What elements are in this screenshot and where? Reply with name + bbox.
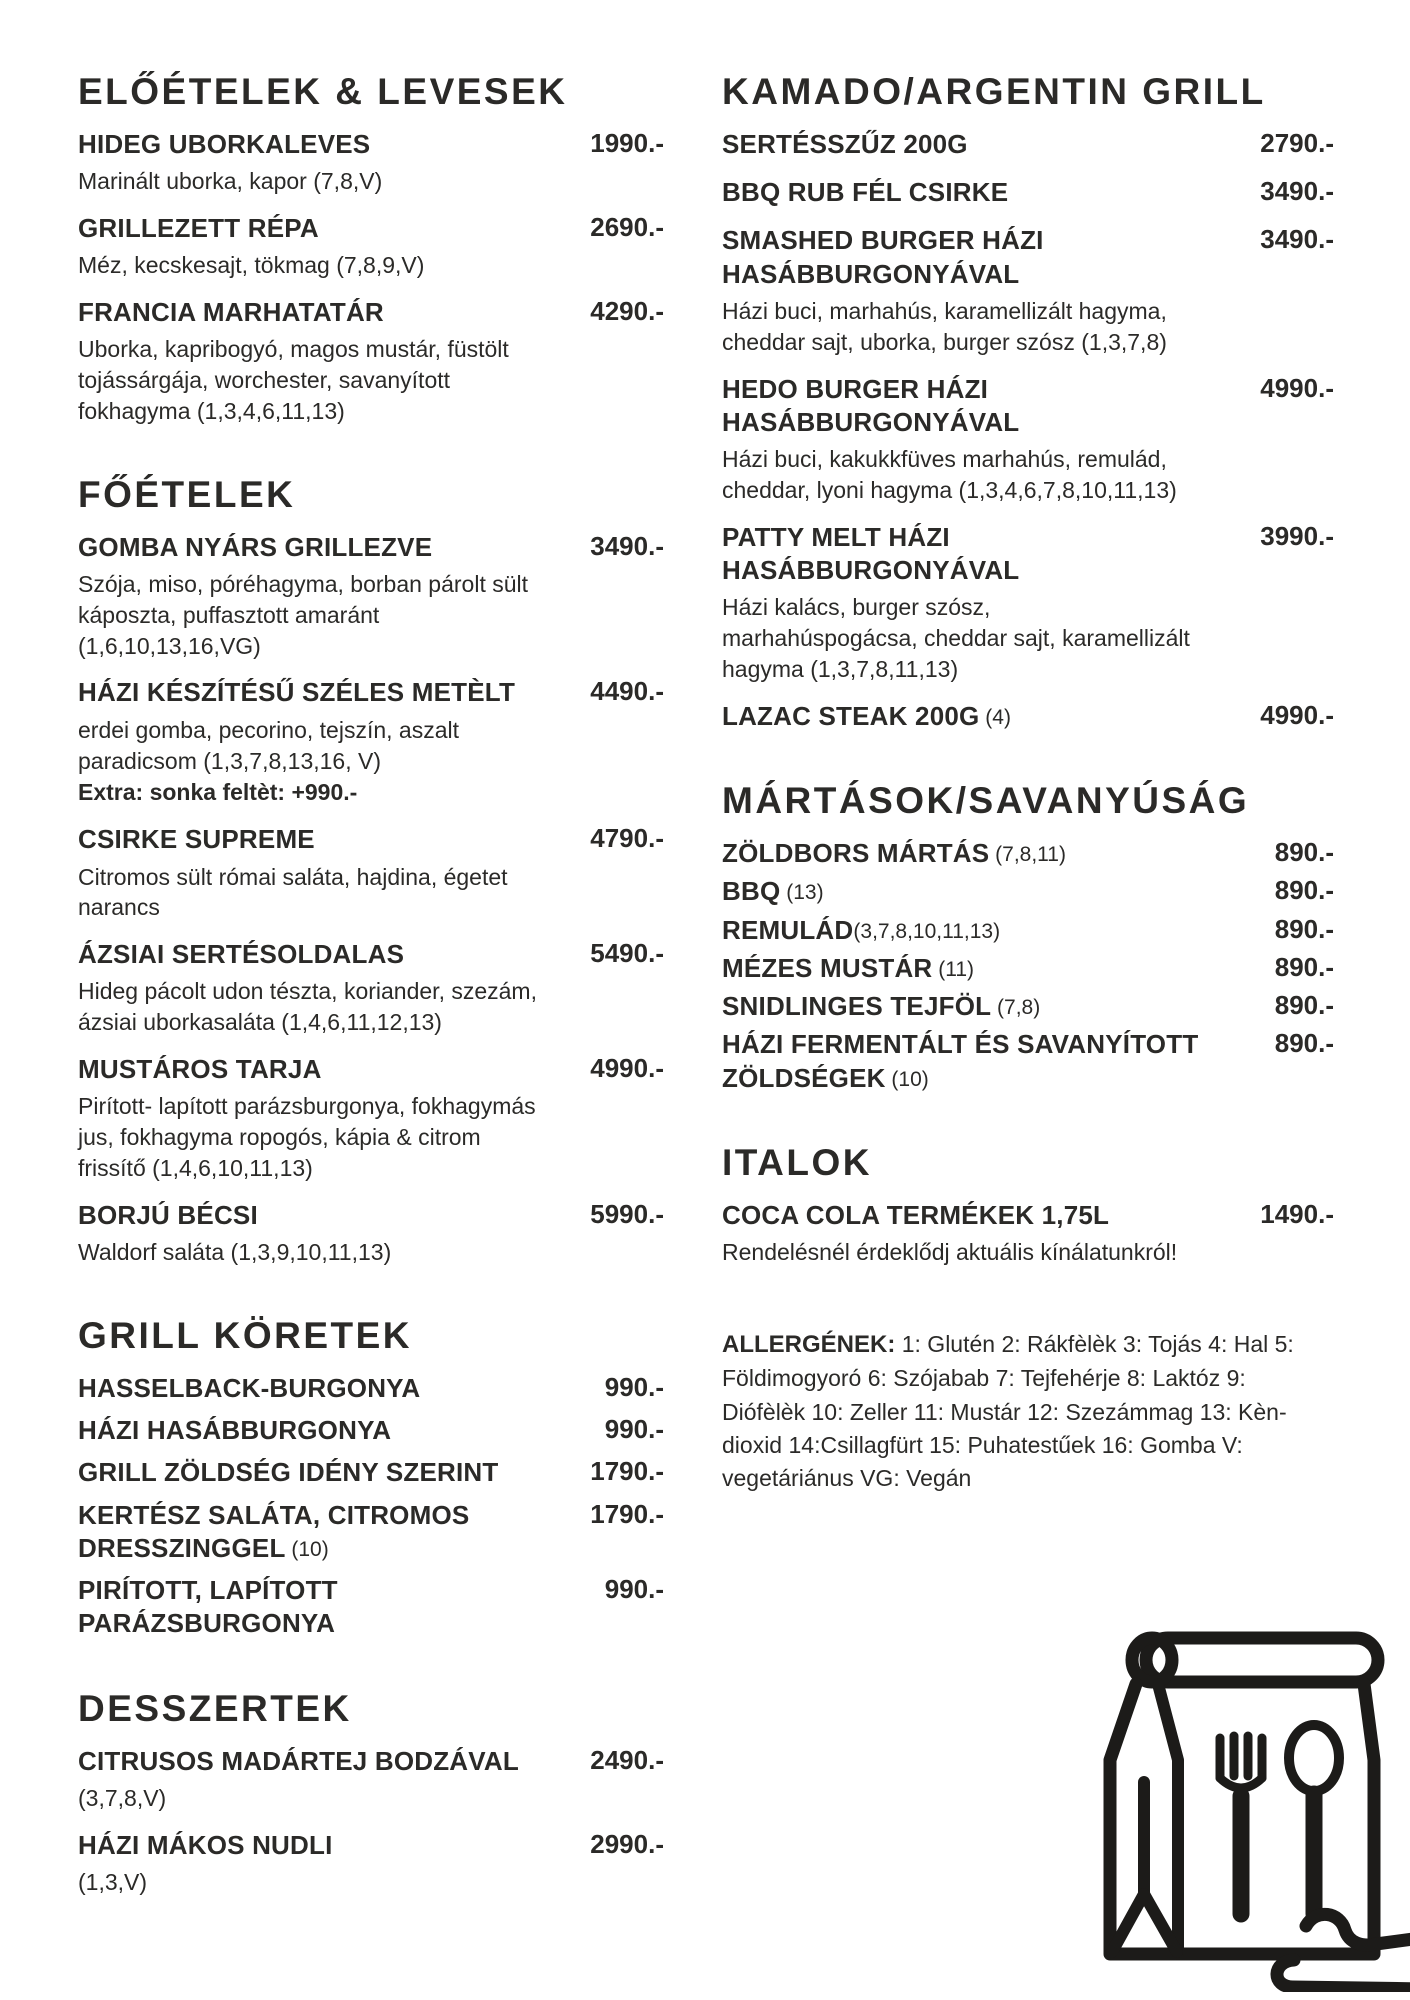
- item-allergens: (11): [932, 957, 975, 981]
- menu-item: [78, 1829, 664, 1898]
- section-desserts: [78, 1689, 664, 1898]
- item-name: PIRÍTOTT, LAPÍTOTT PARÁZSBURGONYA: [78, 1575, 338, 1639]
- item-price: 890.-: [1274, 990, 1334, 1021]
- item-price: 1990.-: [590, 127, 664, 158]
- item-description: Méz, kecskesajt, tökmag (7,8,9,V): [78, 252, 425, 279]
- item-name: ZÖLDBORS MÁRTÁS: [722, 837, 990, 868]
- item-name: BBQ: [722, 876, 781, 907]
- item-price: 4790.-: [590, 823, 664, 854]
- item-description: Házi buci, marhahús, karamellizált hagyma, cheddar sajt, uborka, burger szósz (1,3,7,8): [722, 298, 1167, 355]
- menu-column-left: [78, 72, 664, 1946]
- menu-item: [722, 875, 1334, 908]
- item-name: SNIDLINGES TEJFÖL: [722, 991, 992, 1022]
- item-description: Rendelésnél érdeklődj aktuális kínálatunkról!: [722, 1239, 1178, 1266]
- section-drinks: [722, 1143, 1334, 1268]
- menu-item: [78, 676, 664, 808]
- menu-item: [78, 128, 664, 197]
- menu-item: [722, 521, 1334, 685]
- allergen-legend: [722, 1328, 1322, 1495]
- item-name: CSIRKE SUPREME: [78, 824, 315, 855]
- item-price: 990.-: [604, 1414, 664, 1445]
- menu-item: [722, 837, 1334, 870]
- item-price: 5990.-: [590, 1198, 664, 1229]
- menu-item: [722, 224, 1334, 357]
- item-description: (1,3,V): [78, 1868, 148, 1895]
- item-price: 990.-: [604, 1371, 664, 1402]
- item-price: 4290.-: [590, 296, 664, 327]
- section-title: FŐÉTELEK: [78, 473, 296, 515]
- item-allergens: (3,7,8,10,11,13): [853, 919, 1001, 943]
- item-price: 890.-: [1274, 836, 1334, 867]
- item-description: erdei gomba, pecorino, tejszín, aszalt paradicsom (1,3,7,8,13,16, V): [78, 716, 459, 774]
- item-price: 890.-: [1274, 951, 1334, 982]
- menu-item: [78, 1745, 664, 1814]
- item-price: 1790.-: [590, 1456, 664, 1487]
- item-name: LAZAC STEAK 200G: [722, 700, 980, 731]
- item-name: REMULÁD: [722, 914, 854, 945]
- section-title: GRILL KÖRETEK: [78, 1314, 412, 1356]
- section-mains: [78, 475, 664, 1268]
- section-kamado-grill: [722, 72, 1334, 733]
- item-name: HASSELBACK-BURGONYA: [78, 1372, 421, 1403]
- item-description: (3,7,8,V): [78, 1784, 167, 1811]
- item-description: Hideg pácolt udon tészta, koriander, szezám, ázsiai uborkasaláta (1,4,6,11,12,13): [78, 978, 537, 1036]
- item-allergens: (13): [780, 881, 824, 905]
- section-title: KAMADO/ARGENTIN GRILL: [722, 71, 1266, 112]
- item-price: 1790.-: [590, 1498, 664, 1529]
- section-title: DESSZERTEK: [78, 1687, 352, 1729]
- menu-item: [722, 914, 1334, 947]
- item-price: 2990.-: [590, 1828, 664, 1859]
- allergen-legend-label: ALLERGÉNEK:: [722, 1330, 896, 1358]
- item-price: 2490.-: [590, 1744, 664, 1775]
- item-price: 2790.-: [1260, 127, 1334, 158]
- section-starters-soups: [78, 72, 664, 427]
- item-name: GOMBA NYÁRS GRILLEZVE: [78, 531, 433, 562]
- item-name: MUSTÁROS TARJA: [78, 1054, 322, 1085]
- item-name: HEDO BURGER HÁZI HASÁBBURGONYÁVAL: [722, 373, 1020, 437]
- menu-item: [78, 212, 664, 281]
- item-description: Uborka, kapribogyó, magos mustár, füstölt tojássárgája, worchester, savanyított fokhagyma (1,3,4,6,11,13): [78, 336, 509, 424]
- item-description: Marinált uborka, kapor (7,8,V): [78, 168, 383, 195]
- menu-item: [722, 952, 1334, 985]
- item-description: Waldorf saláta (1,3,9,10,11,13): [78, 1239, 392, 1265]
- menu-item: [78, 1199, 664, 1268]
- item-name: CITRUSOS MADÁRTEJ BODZÁVAL: [78, 1745, 519, 1776]
- menu-item: [722, 373, 1334, 506]
- item-name: HÁZI KÉSZÍTÉSŰ SZÉLES METÈLT: [78, 677, 516, 708]
- item-name: ÁZSIAI SERTÉSOLDALAS: [78, 939, 405, 970]
- item-allergens: (7,8): [991, 996, 1041, 1020]
- item-name: MÉZES MUSTÁR: [722, 952, 933, 983]
- item-name: HÁZI FERMENTÁLT ÉS SAVANYÍTOTT ZÖLDSÉGEK: [722, 1029, 1199, 1093]
- item-description: Citromos sült római saláta, hajdina, égetet narancs: [78, 863, 508, 921]
- item-price: 890.-: [1274, 1028, 1334, 1059]
- menu-item: [722, 176, 1334, 209]
- item-name: COCA COLA TERMÉKEK 1,75L: [722, 1199, 1110, 1230]
- item-name: FRANCIA MARHATATÁR: [78, 297, 384, 328]
- menu-item: [78, 1414, 664, 1447]
- item-name: KERTÉSZ SALÁTA, CITROMOS DRESSZINGGEL: [78, 1499, 470, 1563]
- item-price: 990.-: [604, 1574, 664, 1605]
- menu-item: [78, 823, 664, 923]
- menu-column-right: [722, 72, 1334, 1518]
- item-name: BORJÚ BÉCSI: [78, 1199, 258, 1230]
- section-title: ITALOK: [722, 1141, 872, 1183]
- menu-item: [78, 1456, 664, 1489]
- menu-item: [78, 938, 664, 1038]
- item-allergens: (7,8,11): [989, 842, 1066, 866]
- menu-item: [78, 296, 664, 427]
- menu-item: [722, 700, 1334, 733]
- item-allergens: (4): [979, 705, 1011, 729]
- menu-item: [722, 1028, 1334, 1095]
- section-title: ELŐÉTELEK & LEVESEK: [78, 71, 568, 112]
- section-grill-sides: [78, 1316, 664, 1641]
- item-description: Pirított- lapított parázsburgonya, fokhagymás jus, fokhagyma ropogós, kápia & citrom frissítő (1,4,6,10,11,13): [78, 1093, 536, 1181]
- item-name: BBQ RUB FÉL CSIRKE: [722, 177, 1009, 208]
- item-price: 3490.-: [1260, 224, 1334, 255]
- menu-item: [78, 1372, 664, 1405]
- item-price: 1490.-: [1260, 1198, 1334, 1229]
- item-name: HÁZI MÁKOS NUDLI: [78, 1829, 333, 1860]
- item-name: GRILL ZÖLDSÉG IDÉNY SZERINT: [78, 1457, 499, 1488]
- item-name: HÁZI HASÁBBURGONYA: [78, 1415, 392, 1446]
- item-description: Házi buci, kakukkfüves marhahús, remulád, cheddar, lyoni hagyma (1,3,4,6,7,8,10,11,13): [722, 446, 1177, 503]
- menu-item: [722, 990, 1334, 1023]
- item-name: SMASHED BURGER HÁZI HASÁBBURGONYÁVAL: [722, 225, 1044, 289]
- menu-item: [78, 1053, 664, 1184]
- item-price: 4990.-: [1260, 699, 1334, 730]
- item-name: HIDEG UBORKALEVES: [78, 128, 371, 159]
- item-description: Szója, miso, póréhagyma, borban párolt sült káposzta, puffasztott amaránt (1,6,10,13,16,VG): [78, 571, 529, 659]
- menu-item: [722, 1199, 1334, 1268]
- item-description: Házi kalács, burger szósz, marhahúspogácsa, cheddar sajt, karamellizált hagyma (1,3,7,8,11,13): [722, 594, 1190, 682]
- item-extra-note: Extra: sonka feltèt: +990.-: [78, 779, 358, 806]
- item-price: 4490.-: [590, 676, 664, 707]
- item-price: 5490.-: [590, 938, 664, 969]
- item-price: 4990.-: [590, 1053, 664, 1084]
- item-name: SERTÉSSZŰZ 200G: [722, 128, 968, 159]
- item-name: PATTY MELT HÁZI HASÁBBURGONYÁVAL: [722, 521, 1020, 586]
- item-price: 3990.-: [1260, 520, 1334, 551]
- item-price: 890.-: [1274, 913, 1334, 944]
- item-name: GRILLEZETT RÉPA: [78, 213, 319, 244]
- menu-item: [78, 1574, 664, 1641]
- item-price: 4990.-: [1260, 372, 1334, 403]
- menu-item: [78, 1499, 664, 1566]
- item-price: 2690.-: [590, 212, 664, 243]
- item-price: 3490.-: [1260, 176, 1334, 207]
- section-sauces-pickles: [722, 781, 1334, 1095]
- item-allergens: (10): [885, 1067, 929, 1091]
- item-allergens: (10): [285, 1537, 329, 1561]
- menu-item: [78, 531, 664, 662]
- section-title: MÁRTÁSOK/SAVANYÚSÁG: [722, 780, 1250, 822]
- item-price: 3490.-: [590, 530, 664, 561]
- allergen-legend-text: 1: Glutén 2: Rákfèlèk 3: Tojás 4: Hal 5: Földimogyoró 6: Szójabab 7: Tejfehérje 8: Laktóz 9: Diófèlèk 10: Zeller 11: Mustár 12: Szezámmag 13: Kèn-dioxid 14:Csillagfürt 15: Puhatestűek 16: Gomba V: vegetáriánus VG: Vegán: [722, 1330, 1294, 1491]
- takeaway-bag-icon: [1078, 1592, 1410, 1992]
- menu-item: [722, 128, 1334, 161]
- item-price: 890.-: [1274, 875, 1334, 906]
